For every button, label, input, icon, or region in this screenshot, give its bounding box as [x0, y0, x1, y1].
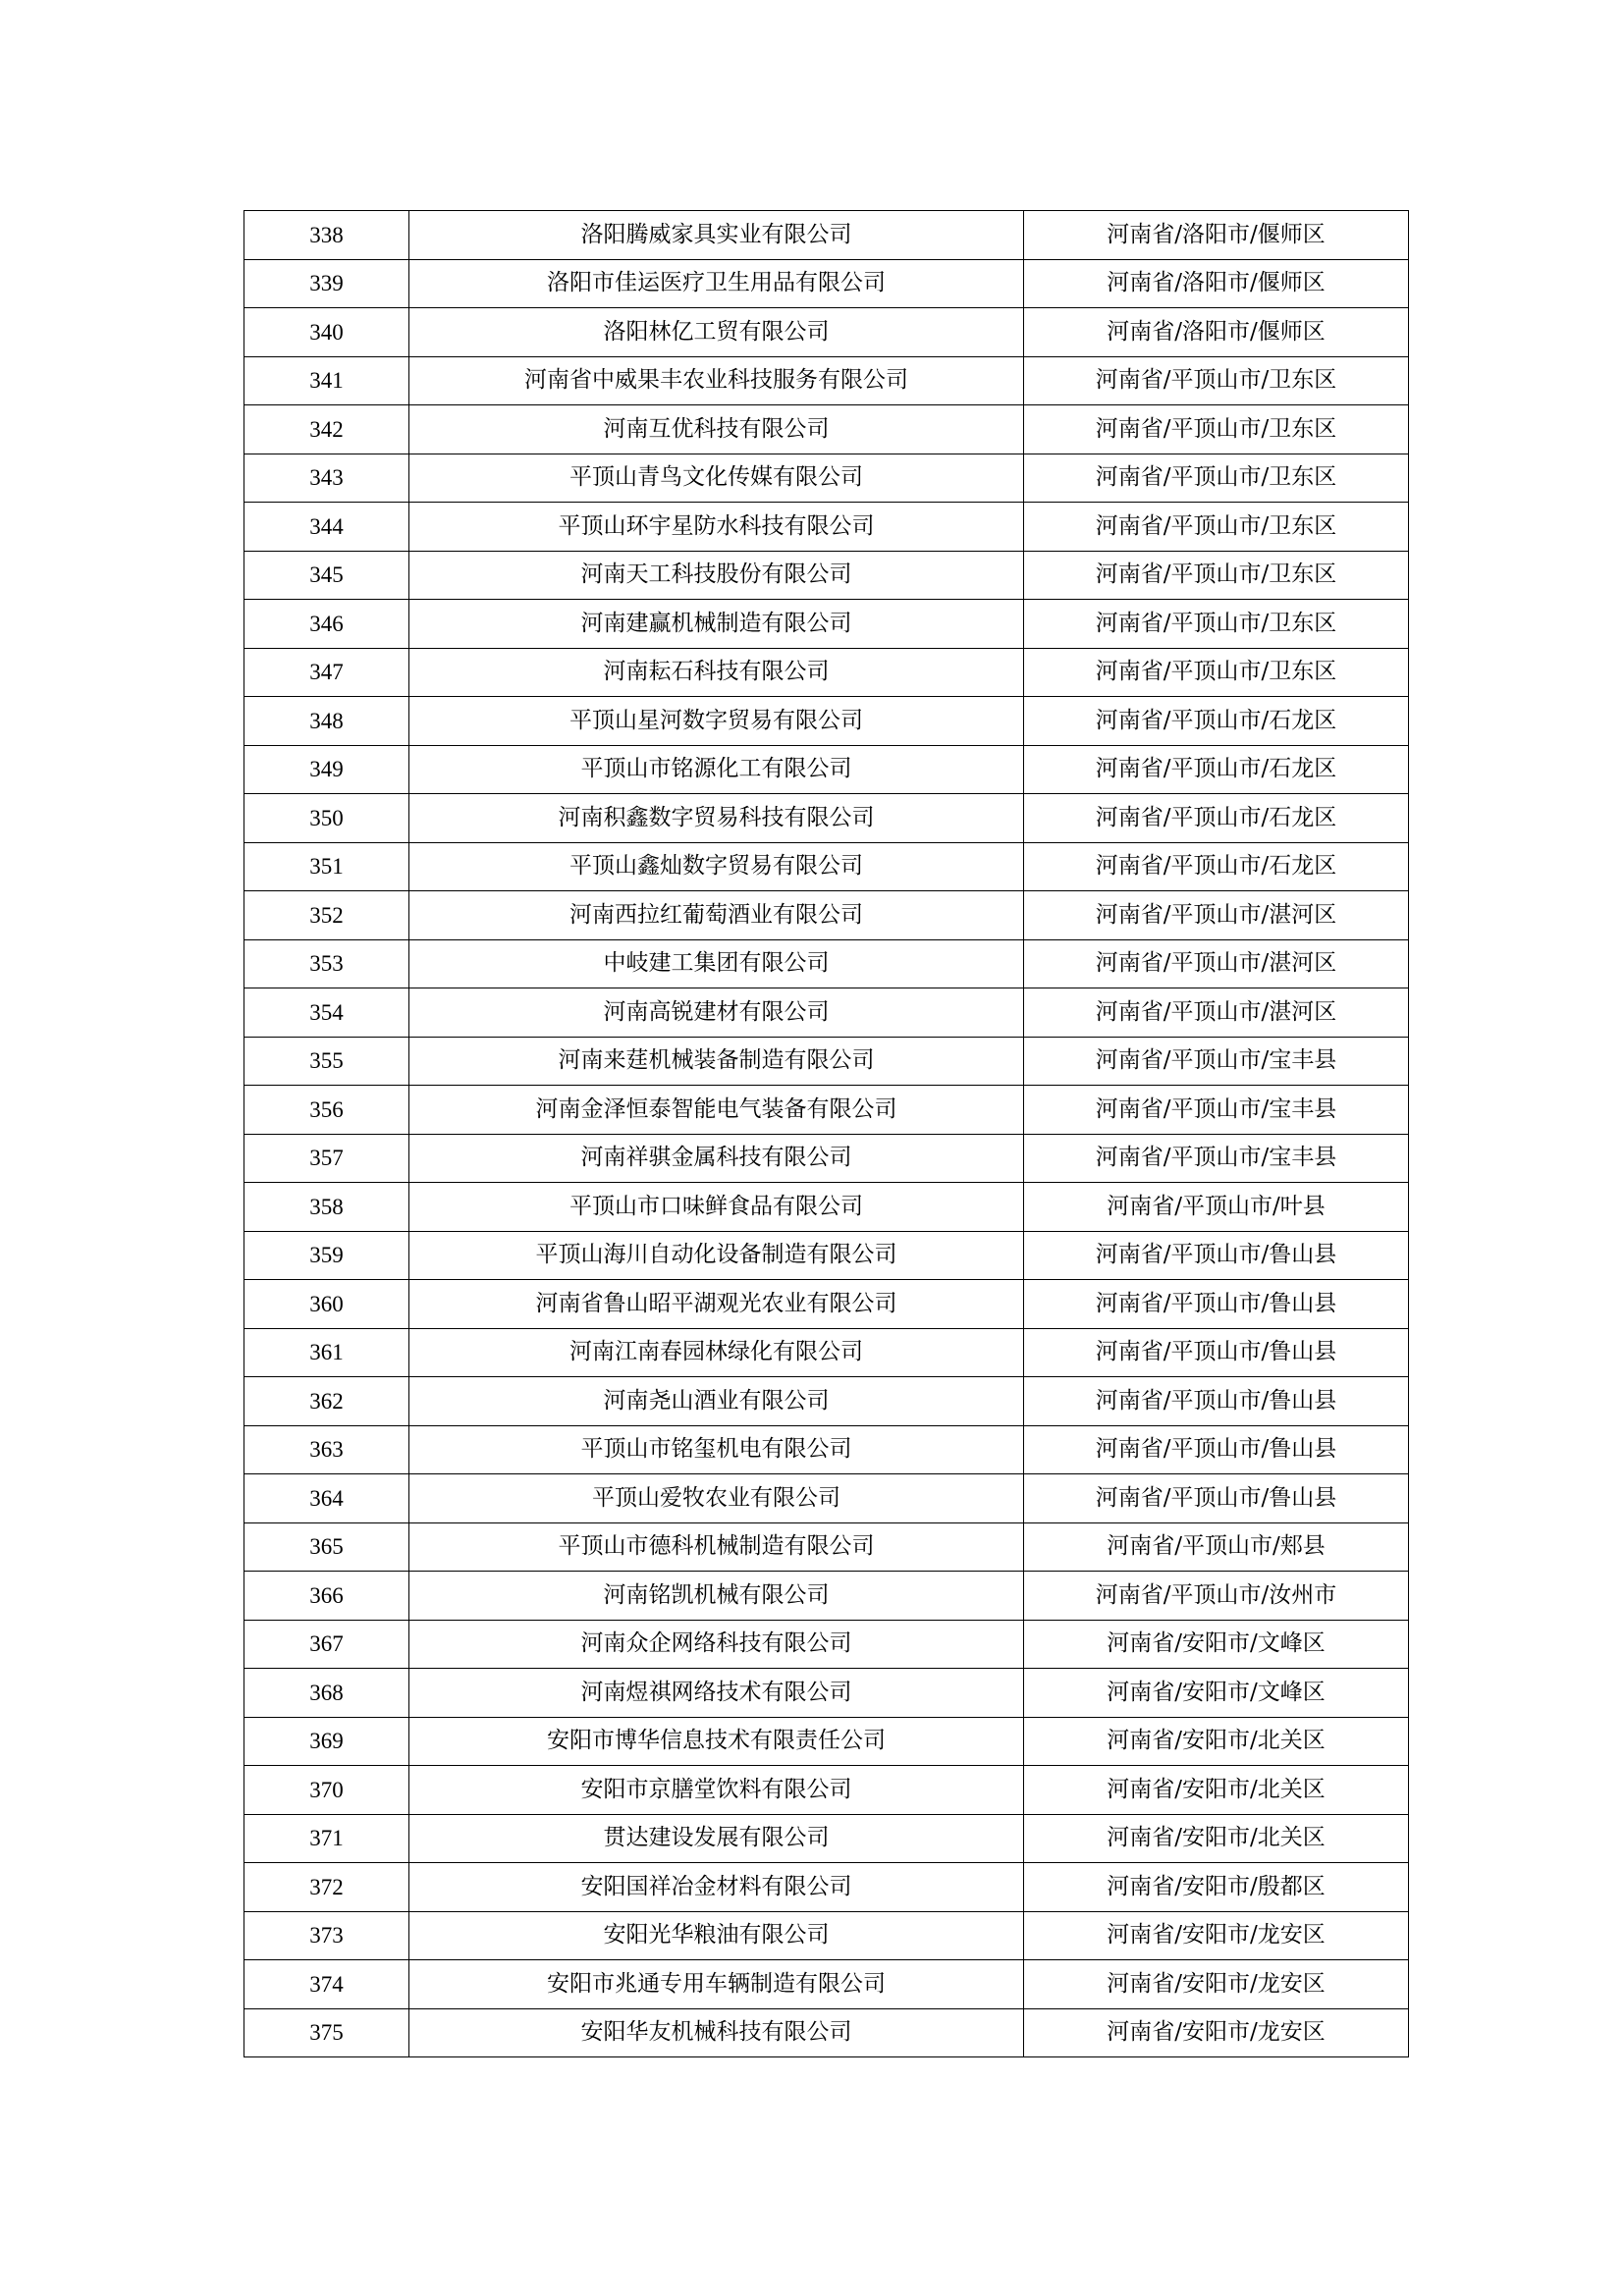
region-cell: 河南省/平顶山市/鲁山县 — [1024, 1425, 1409, 1474]
region-cell: 河南省/洛阳市/偃师区 — [1024, 211, 1409, 260]
row-number-cell: 362 — [244, 1377, 409, 1426]
table-row — [244, 600, 1409, 649]
region-cell: 河南省/平顶山市/汝州市 — [1024, 1572, 1409, 1621]
table-row — [244, 1863, 1409, 1912]
table-row — [244, 1572, 1409, 1621]
table-row — [244, 1474, 1409, 1523]
company-name-cell: 河南积鑫数字贸易科技有限公司 — [409, 794, 1024, 843]
region-cell: 河南省/平顶山市/湛河区 — [1024, 988, 1409, 1038]
company-name-cell: 河南天工科技股份有限公司 — [409, 551, 1024, 600]
company-name-cell: 中岐建工集团有限公司 — [409, 939, 1024, 988]
table-row — [244, 697, 1409, 746]
region-cell: 河南省/平顶山市/鲁山县 — [1024, 1280, 1409, 1329]
row-number-cell: 349 — [244, 745, 409, 794]
company-name-cell: 安阳市博华信息技术有限责任公司 — [409, 1717, 1024, 1766]
region-cell: 河南省/平顶山市/宝丰县 — [1024, 1037, 1409, 1086]
company-name-cell: 河南江南春园林绿化有限公司 — [409, 1328, 1024, 1377]
table-row — [244, 1086, 1409, 1135]
row-number-cell: 343 — [244, 454, 409, 503]
region-cell: 河南省/平顶山市/鲁山县 — [1024, 1377, 1409, 1426]
region-cell: 河南省/平顶山市/鲁山县 — [1024, 1328, 1409, 1377]
region-cell: 河南省/平顶山市/宝丰县 — [1024, 1134, 1409, 1183]
table-row — [244, 1280, 1409, 1329]
table-row — [244, 211, 1409, 260]
region-cell: 河南省/安阳市/北关区 — [1024, 1814, 1409, 1863]
company-name-cell: 河南省鲁山昭平湖观光农业有限公司 — [409, 1280, 1024, 1329]
region-cell: 河南省/安阳市/龙安区 — [1024, 1960, 1409, 2009]
region-cell: 河南省/平顶山市/石龙区 — [1024, 794, 1409, 843]
table-row — [244, 988, 1409, 1038]
region-cell: 河南省/洛阳市/偃师区 — [1024, 308, 1409, 357]
company-name-cell: 平顶山市铭源化工有限公司 — [409, 745, 1024, 794]
company-name-cell: 安阳国祥冶金材料有限公司 — [409, 1863, 1024, 1912]
company-name-cell: 河南互优科技有限公司 — [409, 405, 1024, 454]
company-name-cell: 平顶山市德科机械制造有限公司 — [409, 1522, 1024, 1572]
table-row — [244, 1814, 1409, 1863]
company-name-cell: 安阳市兆通专用车辆制造有限公司 — [409, 1960, 1024, 2009]
region-cell: 河南省/平顶山市/卫东区 — [1024, 648, 1409, 697]
table-row — [244, 648, 1409, 697]
row-number-cell: 357 — [244, 1134, 409, 1183]
company-name-cell: 贯达建设发展有限公司 — [409, 1814, 1024, 1863]
table-row — [244, 939, 1409, 988]
table-row — [244, 842, 1409, 891]
region-cell: 河南省/平顶山市/石龙区 — [1024, 745, 1409, 794]
region-cell: 河南省/平顶山市/湛河区 — [1024, 891, 1409, 940]
region-cell: 河南省/平顶山市/石龙区 — [1024, 842, 1409, 891]
row-number-cell: 371 — [244, 1814, 409, 1863]
region-cell: 河南省/安阳市/北关区 — [1024, 1717, 1409, 1766]
row-number-cell: 344 — [244, 503, 409, 552]
table-row — [244, 259, 1409, 308]
row-number-cell: 339 — [244, 259, 409, 308]
company-name-cell: 河南尧山酒业有限公司 — [409, 1377, 1024, 1426]
table-row — [244, 1231, 1409, 1280]
row-number-cell: 359 — [244, 1231, 409, 1280]
company-name-cell: 河南煜祺网络技术有限公司 — [409, 1669, 1024, 1718]
region-cell: 河南省/平顶山市/宝丰县 — [1024, 1086, 1409, 1135]
row-number-cell: 358 — [244, 1183, 409, 1232]
table-row — [244, 1134, 1409, 1183]
company-name-cell: 河南祥骐金属科技有限公司 — [409, 1134, 1024, 1183]
row-number-cell: 346 — [244, 600, 409, 649]
row-number-cell: 347 — [244, 648, 409, 697]
row-number-cell: 340 — [244, 308, 409, 357]
company-name-cell: 安阳市京膳堂饮料有限公司 — [409, 1766, 1024, 1815]
table-row — [244, 891, 1409, 940]
table-row — [244, 2008, 1409, 2057]
company-name-cell: 平顶山星河数字贸易有限公司 — [409, 697, 1024, 746]
row-number-cell: 353 — [244, 939, 409, 988]
table-row — [244, 405, 1409, 454]
region-cell: 河南省/平顶山市/卫东区 — [1024, 356, 1409, 405]
company-name-cell: 河南耘石科技有限公司 — [409, 648, 1024, 697]
row-number-cell: 345 — [244, 551, 409, 600]
table-row — [244, 454, 1409, 503]
row-number-cell: 360 — [244, 1280, 409, 1329]
company-name-cell: 河南铭凯机械有限公司 — [409, 1572, 1024, 1621]
region-cell: 河南省/平顶山市/卫东区 — [1024, 454, 1409, 503]
company-name-cell: 河南西拉红葡萄酒业有限公司 — [409, 891, 1024, 940]
company-name-cell: 河南金泽恒泰智能电气装备有限公司 — [409, 1086, 1024, 1135]
row-number-cell: 354 — [244, 988, 409, 1038]
company-name-cell: 河南众企网络科技有限公司 — [409, 1620, 1024, 1669]
table-row — [244, 1377, 1409, 1426]
company-name-cell: 洛阳腾威家具实业有限公司 — [409, 211, 1024, 260]
row-number-cell: 373 — [244, 1911, 409, 1960]
row-number-cell: 374 — [244, 1960, 409, 2009]
table-row — [244, 1183, 1409, 1232]
company-name-cell: 平顶山市口味鲜食品有限公司 — [409, 1183, 1024, 1232]
table-row — [244, 308, 1409, 357]
company-name-cell: 平顶山市铭玺机电有限公司 — [409, 1425, 1024, 1474]
row-number-cell: 352 — [244, 891, 409, 940]
row-number-cell: 368 — [244, 1669, 409, 1718]
row-number-cell: 338 — [244, 211, 409, 260]
region-cell: 河南省/平顶山市/鲁山县 — [1024, 1231, 1409, 1280]
table-row — [244, 1328, 1409, 1377]
table-row — [244, 1766, 1409, 1815]
company-name-cell: 安阳华友机械科技有限公司 — [409, 2008, 1024, 2057]
region-cell: 河南省/平顶山市/卫东区 — [1024, 405, 1409, 454]
company-name-cell: 平顶山环宇星防水科技有限公司 — [409, 503, 1024, 552]
company-name-cell: 河南来莛机械装备制造有限公司 — [409, 1037, 1024, 1086]
row-number-cell: 355 — [244, 1037, 409, 1086]
region-cell: 河南省/安阳市/文峰区 — [1024, 1620, 1409, 1669]
table-body — [244, 211, 1409, 2057]
region-cell: 河南省/平顶山市/鲁山县 — [1024, 1474, 1409, 1523]
company-name-cell: 河南省中威果丰农业科技服务有限公司 — [409, 356, 1024, 405]
table-row — [244, 1717, 1409, 1766]
table-row — [244, 1911, 1409, 1960]
row-number-cell: 363 — [244, 1425, 409, 1474]
region-cell: 河南省/平顶山市/郏县 — [1024, 1522, 1409, 1572]
table-row — [244, 551, 1409, 600]
row-number-cell: 372 — [244, 1863, 409, 1912]
row-number-cell: 351 — [244, 842, 409, 891]
table-row — [244, 1960, 1409, 2009]
company-name-cell: 河南高锐建材有限公司 — [409, 988, 1024, 1038]
region-cell: 河南省/平顶山市/卫东区 — [1024, 551, 1409, 600]
row-number-cell: 341 — [244, 356, 409, 405]
company-name-cell: 平顶山爱牧农业有限公司 — [409, 1474, 1024, 1523]
row-number-cell: 364 — [244, 1474, 409, 1523]
region-cell: 河南省/平顶山市/卫东区 — [1024, 600, 1409, 649]
region-cell: 河南省/安阳市/龙安区 — [1024, 1911, 1409, 1960]
row-number-cell: 350 — [244, 794, 409, 843]
company-name-cell: 安阳光华粮油有限公司 — [409, 1911, 1024, 1960]
row-number-cell: 342 — [244, 405, 409, 454]
row-number-cell: 356 — [244, 1086, 409, 1135]
row-number-cell: 369 — [244, 1717, 409, 1766]
row-number-cell: 375 — [244, 2008, 409, 2057]
company-name-cell: 洛阳市佳运医疗卫生用品有限公司 — [409, 259, 1024, 308]
company-name-cell: 平顶山鑫灿数字贸易有限公司 — [409, 842, 1024, 891]
row-number-cell: 370 — [244, 1766, 409, 1815]
table-row — [244, 1037, 1409, 1086]
table-row — [244, 745, 1409, 794]
row-number-cell: 367 — [244, 1620, 409, 1669]
table-row — [244, 503, 1409, 552]
row-number-cell: 366 — [244, 1572, 409, 1621]
table-row — [244, 1425, 1409, 1474]
row-number-cell: 361 — [244, 1328, 409, 1377]
row-number-cell: 365 — [244, 1522, 409, 1572]
region-cell: 河南省/平顶山市/卫东区 — [1024, 503, 1409, 552]
company-name-cell: 洛阳林亿工贸有限公司 — [409, 308, 1024, 357]
row-number-cell: 348 — [244, 697, 409, 746]
region-cell: 河南省/平顶山市/叶县 — [1024, 1183, 1409, 1232]
company-name-cell: 平顶山青鸟文化传媒有限公司 — [409, 454, 1024, 503]
region-cell: 河南省/安阳市/龙安区 — [1024, 2008, 1409, 2057]
region-cell: 河南省/洛阳市/偃师区 — [1024, 259, 1409, 308]
region-cell: 河南省/安阳市/文峰区 — [1024, 1669, 1409, 1718]
table-row — [244, 1669, 1409, 1718]
region-cell: 河南省/安阳市/殷都区 — [1024, 1863, 1409, 1912]
document-page — [244, 210, 1408, 2057]
region-cell: 河南省/安阳市/北关区 — [1024, 1766, 1409, 1815]
table-row — [244, 1522, 1409, 1572]
region-cell: 河南省/平顶山市/石龙区 — [1024, 697, 1409, 746]
company-list-table — [244, 210, 1409, 2057]
table-row — [244, 794, 1409, 843]
company-name-cell: 河南建赢机械制造有限公司 — [409, 600, 1024, 649]
table-row — [244, 356, 1409, 405]
table-row — [244, 1620, 1409, 1669]
company-name-cell: 平顶山海川自动化设备制造有限公司 — [409, 1231, 1024, 1280]
region-cell: 河南省/平顶山市/湛河区 — [1024, 939, 1409, 988]
